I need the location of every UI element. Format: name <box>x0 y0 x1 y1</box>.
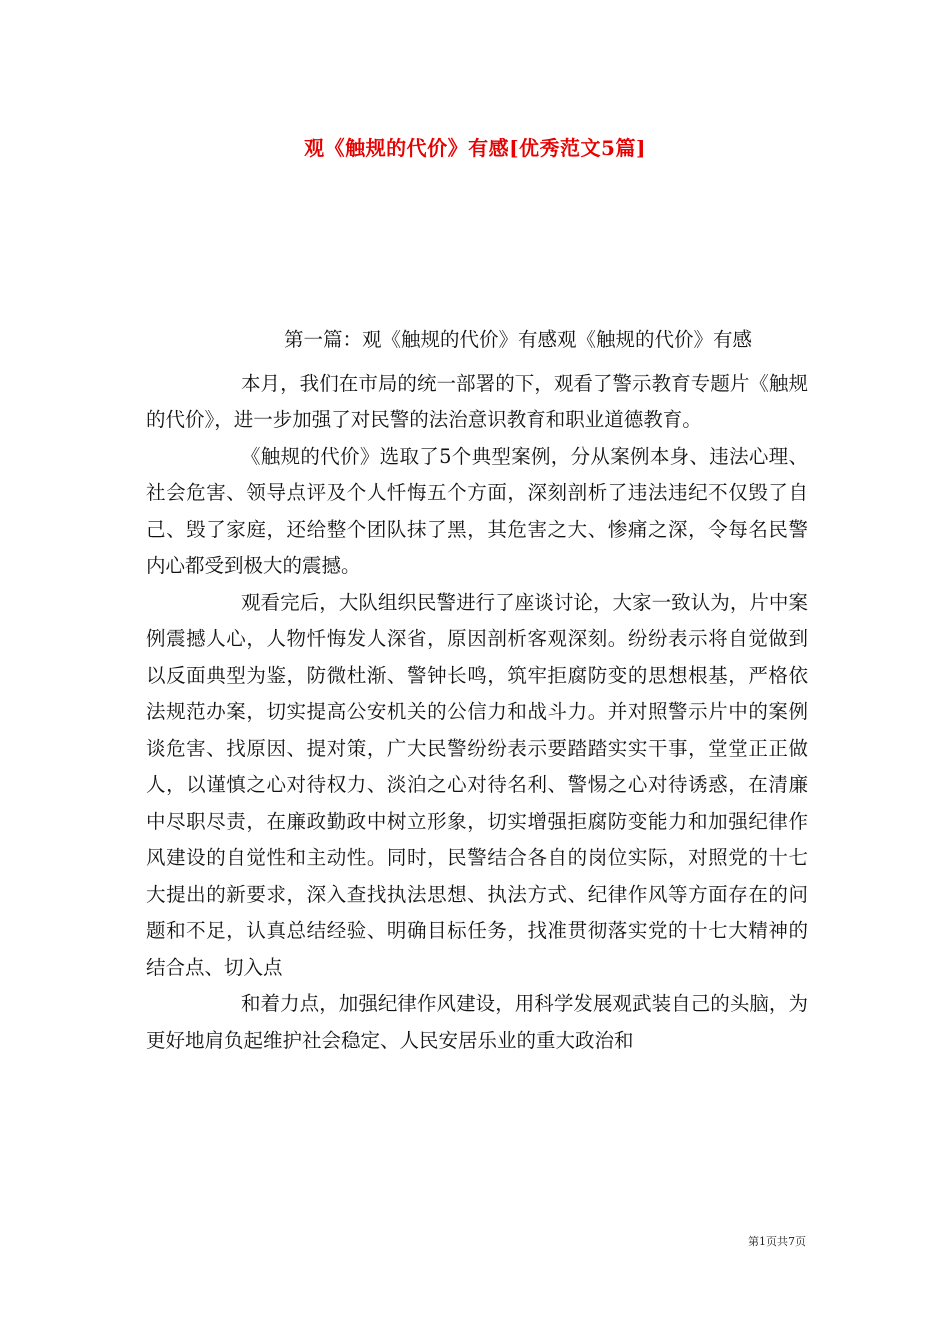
paragraph: 《触规的代价》选取了5个典型案例，分从案例本身、违法心理、社会危害、领导点评及个人忏悔五个方面，深刻剖析了违法违纪不仅毁了自己、毁了家庭，还给整个团队抹了黑，其危害之大、惨痛之深，令每名民警内心都受到极大的震撼。 <box>146 444 808 577</box>
document-title: 观《触规的代价》有感[优秀范文5篇] <box>304 136 646 160</box>
document-body <box>146 322 808 1059</box>
page-number-footer: 第1页共7页 <box>748 1235 806 1248</box>
paragraph: 观看完后，大队组织民警进行了座谈讨论，大家一致认为，片中案例震撼人心，人物忏悔发人深省，原因剖析客观深刻。纷纷表示将自觉做到以反面典型为鉴，防微杜渐、警钟长鸣，筑牢拒腐防变的思想根基，严格依法规范办案，切实提高公安机关的公信力和战斗力。并对照警示片中的案例谈危害、找原因、提对策，广大民警纷纷表示要踏踏实实干事，堂堂正正做人，以谨慎之心对待权力、淡泊之心对待名利、警惕之心对待诱惑，在清廉中尽职尽责，在廉政勤政中树立形象，切实增强拒腐防变能力和加强纪律作风建设的自觉性和主动性。同时，民警结合各自的岗位实际，对照党的十七大提出的新要求，深入查找执法思想、执法方式、纪律作风等方面存在的问题和不足，认真总结经验、明确目标任务，找准贯彻落实党的十七大精神的结合点、切入点 <box>146 590 808 979</box>
paragraph: 本月，我们在市局的统一部署的下，观看了警示教育专题片《触规的代价》，进一步加强了对民警的法治意识教育和职业道德教育。 <box>146 371 808 431</box>
paragraph: 和着力点，加强纪律作风建设，用科学发展观武装自己的头脑，为更好地肩负起维护社会稳定、人民安居乐业的重大政治和 <box>146 992 808 1052</box>
section-heading: 第一篇：观《触规的代价》有感观《触规的代价》有感 <box>284 328 753 351</box>
